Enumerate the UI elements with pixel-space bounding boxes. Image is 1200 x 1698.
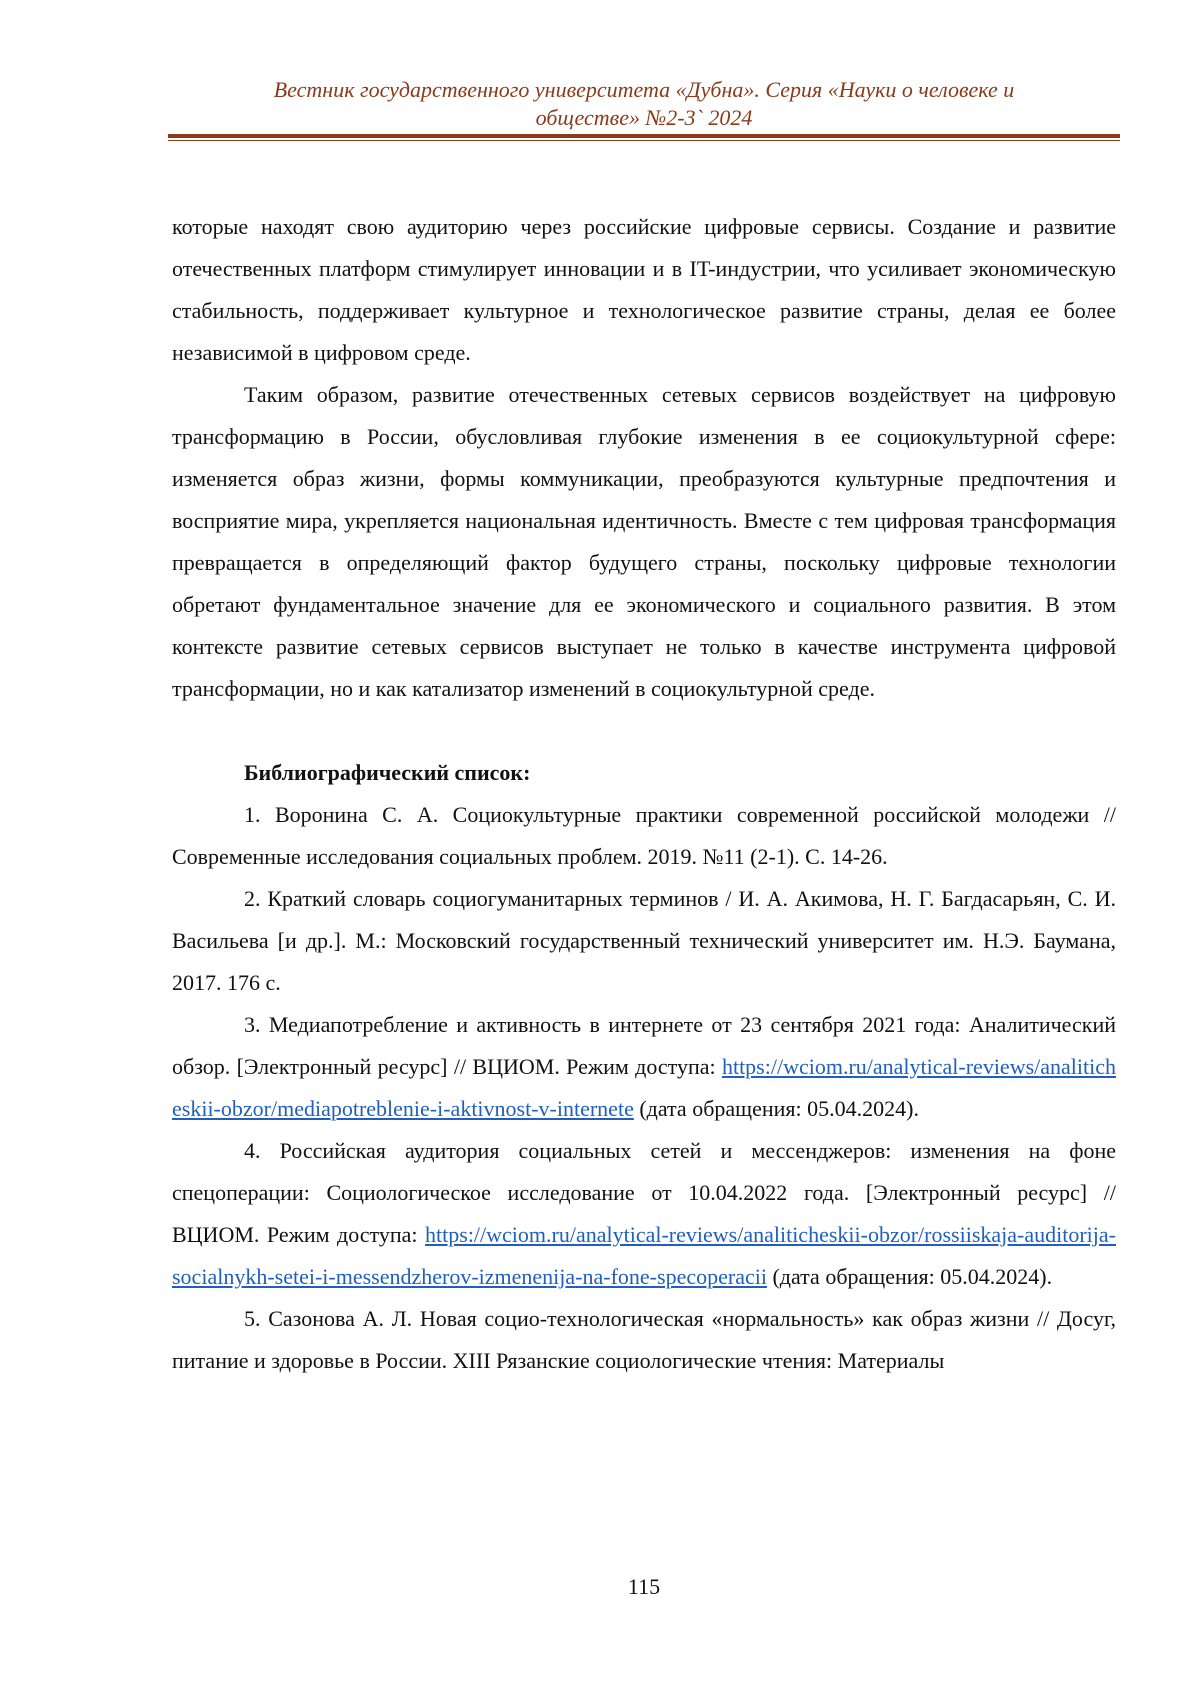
journal-header: [168, 76, 1120, 132]
article-body: [172, 206, 1116, 1382]
bibliography-item-access-date: (дата обращения: 05.04.2024).: [767, 1264, 1052, 1289]
page-number: 115: [0, 1574, 1200, 1600]
bibliography-item-2: [172, 878, 1116, 1004]
journal-header-line1: Вестник государственного университета «Дубна». Серия «Науки о человеке и: [168, 76, 1120, 104]
bibliography-item-text: 1. Воронина С. А. Социокультурные практики современной российской молодежи // Современные исследования социальных проблем. 2019. №11 (2-1). С. 14-26.: [172, 802, 1116, 869]
paragraph-continued: которые находят свою аудиторию через российские цифровые сервисы. Создание и развитие отечественных платформ стимулирует инновации и в IT-индустрии, что усиливает экономическую стабильность, поддерживает культурное и технологическое развитие страны, делая ее более независимой в цифровом среде.: [172, 206, 1116, 374]
bibliography-item-text: 4. Российская аудитория социальных сетей и мессенджеров: изменения на фоне спецоперации: Социологическое исследование от 10.04.2022 года. [Электронный ресурс] // ВЦИОМ. Режим доступа:: [172, 1138, 1116, 1247]
header-rule-thin: [168, 140, 1120, 141]
bibliography-item-access-date: (дата обращения: 05.04.2024).: [634, 1096, 919, 1121]
bibliography-item-1: [172, 794, 1116, 878]
bibliography-item-4: [172, 1130, 1116, 1298]
bibliography-item-5: [172, 1298, 1116, 1382]
bibliography-item-text: 3. Медиапотребление и активность в интернете от 23 сентября 2021 года: Аналитический обзор. [Электронный ресурс] // ВЦИОМ. Режим доступа:: [172, 1012, 1116, 1079]
journal-header-line2: обществе» №2-3` 2024: [168, 104, 1120, 132]
bibliography-title: Библиографический список:: [172, 752, 1116, 794]
bibliography-link-wciom-auditorija[interactable]: https://wciom.ru/analytical-reviews/analiticheskii-obzor/rossiiskaja-auditorija-socialnykh-setei-i-messendzherov-izmenenija-na-fone-specoperacii: [172, 1222, 1116, 1289]
bibliography-item-text: 2. Краткий словарь социогуманитарных терминов / И. А. Акимова, Н. Г. Багдасарьян, С. И. Васильева [и др.]. М.: Московский государственный технический университет им. Н.Э. Баумана, 2017. 176 с.: [172, 886, 1116, 995]
header-rule-thick: [168, 134, 1120, 138]
bibliography-item-text: 5. Сазонова А. Л. Новая социо-технологическая «нормальность» как образ жизни // Досуг, питание и здоровье в России. XIII Рязанские социологические чтения: Материалы: [172, 1306, 1116, 1373]
bibliography-item-3: [172, 1004, 1116, 1130]
bibliography-link-wciom-mediapotreblenie[interactable]: https://wciom.ru/analytical-reviews/analiticheskii-obzor/mediapotreblenie-i-aktivnost-v-internete: [172, 1054, 1116, 1121]
paragraph-conclusion: Таким образом, развитие отечественных сетевых сервисов воздействует на цифровую трансформацию в России, обусловливая глубокие изменения в ее социокультурной сфере: изменяется образ жизни, формы коммуникации, преобразуются культурные предпочтения и восприятие мира, укрепляется национальная идентичность. Вместе с тем цифровая трансформация превращается в определяющий фактор будущего страны, поскольку цифровые технологии обретают фундаментальное значение для ее экономического и социального развития. В этом контексте развитие сетевых сервисов выступает не только в качестве инструмента цифровой трансформации, но и как катализатор изменений в социокультурной среде.: [172, 374, 1116, 710]
